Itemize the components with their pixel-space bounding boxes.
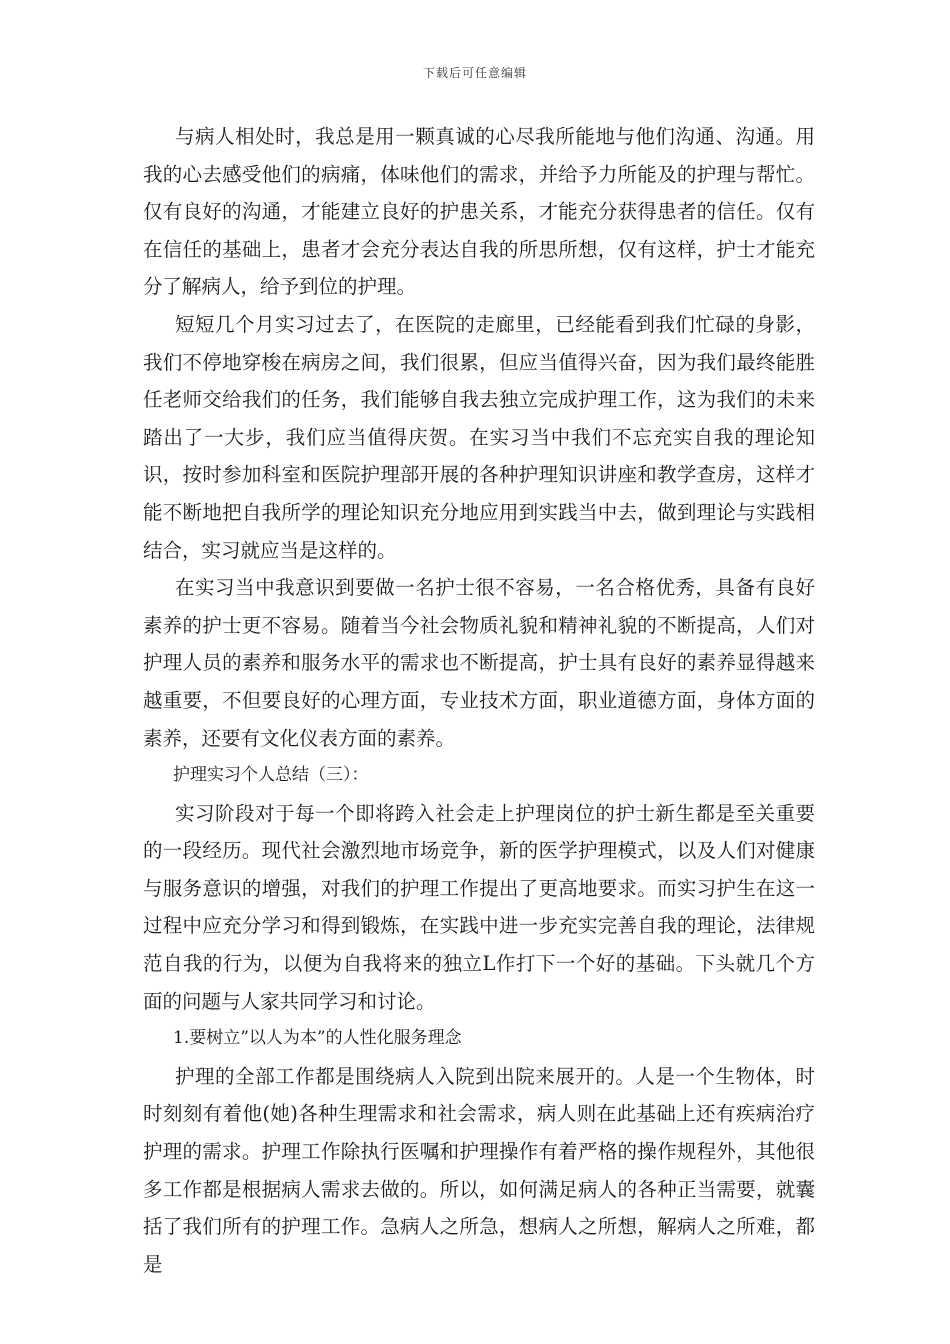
paragraph-nursing-work: 护理的全部工作都是围绕病人入院到出院来展开的。人是一个生物体，时时刻刻有着他(她)各种生理需求和社会需求，病人则在此基础上还有疾病治疗护理的需求。护理工作除执行医嘱和护理操作有着严格的操作规程外，其他很多工作都是根据病人需求去做的。所以，如何满足病人的各种正当需要，就囊括了我们所有的护理工作。急病人之所急，想病人之所想，解病人之所难，都是 — [143, 1064, 815, 1276]
paragraph-internship-stage: 实习阶段对于每一个即将跨入社会走上护理岗位的护士新生都是至关重要的一段经历。现代社会激烈地市场竞争，新的医学护理模式，以及人们对健康与服务意识的增强，对我们的护理工作提出了更高地要求。而实习护生在这一过程中应充分学习和得到锻炼，在实践中进一步充实完善自我的理论，法律规范自我的行为，以便为自我将来的独立L作打下一个好的基础。下头就几个方面的问题与人家共同学习和讨论。 — [143, 801, 815, 1013]
paragraph-internship-progress: 短短几个月实习过去了，在医院的走廊里，已经能看到我们忙碌的身影，我们不停地穿梭在病房之间，我们很累，但应当值得兴奋，因为我们最终能胜任老师交给我们的任务，我们能够自我去独立完成护理工作，这为我们的未来踏出了一大步，我们应当值得庆贺。在实习当中我们不忘充实自我的理论知识，按时参加科室和医院护理部开展的各种护理知识讲座和教学查房，这样才能不断地把自我所学的理论知识充分地应用到实践当中去，做到理论与实践相结合，实习就应当是这样的。 — [143, 312, 815, 562]
document-body — [143, 118, 815, 1283]
page-header: 下载后可任意编辑 — [422, 66, 527, 80]
paragraph-communication: 与病人相处时，我总是用一颗真诚的心尽我所能地与他们沟通、沟通。用我的心去感受他们的病痛，体味他们的需求，并给予力所能及的护理与帮忙。仅有良好的沟通，才能建立良好的护患关系，才能充分获得患者的信任。仅有在信任的基础上，患者才会充分表达自我的所思所想，仅有这样，护士才能充分了解病人，给予到位的护理。 — [143, 125, 815, 299]
paragraph-nurse-qualities: 在实习当中我意识到要做一名护士很不容易，一名合格优秀，具备有良好素养的护士更不容易。随着当今社会物质礼貌和精神礼貌的不断提高，人们对护理人员的素养和服务水平的需求也不断提高，护士具有良好的素养显得越来越重要，不但要良好的心理方面，专业技术方面，职业道德方面，身体方面的素养，还要有文化仪表方面的素养。 — [143, 576, 815, 750]
section-heading-summary-3: 护理实习个人总结（三）： — [173, 765, 369, 786]
section-heading-people-oriented: 1.要树立”以人为本”的人性化服务理念 — [173, 1028, 462, 1049]
